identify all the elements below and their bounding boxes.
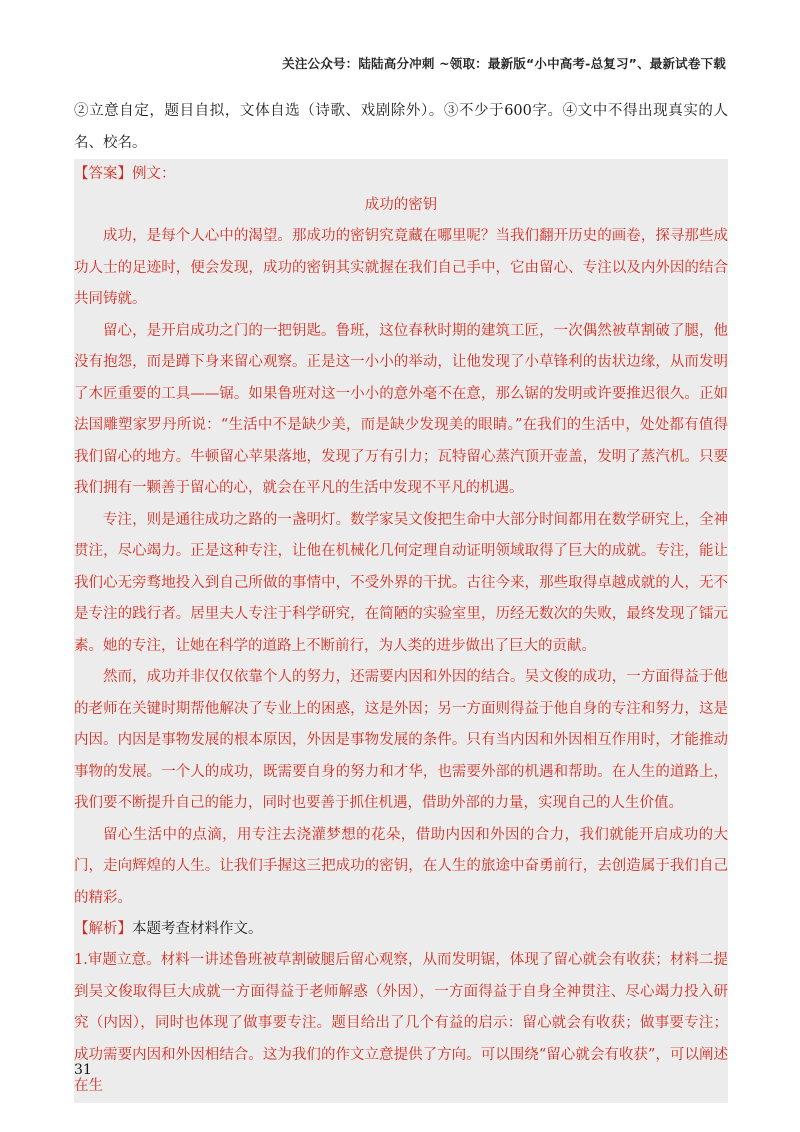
- essay-paragraph-4: 然而，成功并非仅仅依靠个人的努力，还需要内因和外因的结合。吴文俊的成功，一方面得益于他的老师在关键时期帮他解决了专业上的困惑，这是外因；另一方面则得益于他自身的专注和努力，这是内因。内因是事物发展的根本原因，外因是事物发展的条件。只有当内因和外因相互作用时，才能推动事物的发展。一个人的成功，既需要自身的努力和才华，也需要外部的机遇和帮助。在人生的道路上，我们要不断提升自己的能力，同时也要善于抓住机遇，借助外部的力量，实现自己的人生价值。: [74, 669, 728, 811]
- page-number: 31: [74, 1062, 92, 1078]
- answer-label: 【答案】: [74, 166, 132, 182]
- analysis-label: 【解析】: [74, 921, 132, 937]
- requirements-text: ②立意自定，题目自拟，文体自选（诗歌、戏剧除外）。③不少于600字。④文中不得出现真实的人名、校名。: [74, 103, 728, 151]
- analysis-heading: [74, 914, 728, 945]
- answer-section: [74, 159, 728, 1103]
- analysis-intro: 本题考查材料作文。: [132, 921, 263, 937]
- essay-title: 成功的密钥: [364, 197, 438, 213]
- essay-paragraph-1: 成功，是每个人心中的渴望。那成功的密钥究竟藏在哪里呢？当我们翻开历史的画卷，探寻那些成功人士的足迹时，便会发现，成功的密钥其实就握在我们自己手中，它由留心、专注以及内外因的结合共同铸就。: [74, 228, 728, 307]
- page-content: [74, 96, 728, 1103]
- analysis-text: 1.审题立意。材料一讲述鲁班被草割破腿后留心观察，从而发明锯，体现了留心就会有收获；材料二提到吴文俊取得巨大成就一方面得益于老师解惑（外因），一方面得益于自身全神贯注、尽心竭力投入研究（内因），同时也体现了做事要专注。题目给出了几个有益的启示：留心就会有收获；做事要专注；成功需要内因和外因相结合。这为我们的作文立意提供了方向。可以围绕“留心就会有收获”，可以阐述在生: [74, 952, 728, 1094]
- answer-suffix: 例文：: [132, 166, 176, 182]
- essay-paragraph-3: 专注，则是通往成功之路的一盏明灯。数学家吴文俊把生命中大部分时间都用在数学研究上，全神贯注，尽心竭力。正是这种专注，让他在机械化几何定理自动证明领域取得了巨大的成就。专注，能让我们心无旁骛地投入到自己所做的事情中，不受外界的干扰。古往今来，那些取得卓越成就的人，无不是专注的践行者。居里夫人专注于科学研究，在简陋的实验室里，历经无数次的失败，最终发现了镭元素。她的专注，让她在科学的道路上不断前行，为人类的进步做出了巨大的贡献。: [74, 511, 728, 654]
- essay-paragraph-5: 留心生活中的点滴，用专注去浇灌梦想的花朵，借助内因和外因的合力，我们就能开启成功的大门，走向辉煌的人生。让我们手握这三把成功的密钥，在人生的旅途中奋勇前行，去创造属于我们自己的精彩。: [74, 826, 728, 906]
- answer-heading: [74, 159, 728, 190]
- page-header: 关注公众号：陆陆高分冲刺 ~领取：最新版“小中高考-总复习”、最新试卷下载: [282, 56, 726, 71]
- essay-paragraph-2: 留心，是开启成功之门的一把钥匙。鲁班，这位春秋时期的建筑工匠，一次偶然被草割破了腿，他没有抱怨，而是蹲下身来留心观察。正是这一小小的举动，让他发现了小草锋利的齿状边缘，从而发明了木匠重要的工具——锯。如果鲁班对这一小小的意外毫不在意，那么锯的发明或许要推迟很久。正如法国雕塑家罗丹所说：“生活中不是缺少美，而是缺少发现美的眼睛。”在我们的生活中，处处都有值得我们留心的地方。牛顿留心苹果落地，发现了万有引力；瓦特留心蒸汽顶开壶盖，发明了蒸汽机。只要我们拥有一颗善于留心的心，就会在平凡的生活中发现不平凡的机遇。: [74, 322, 728, 496]
